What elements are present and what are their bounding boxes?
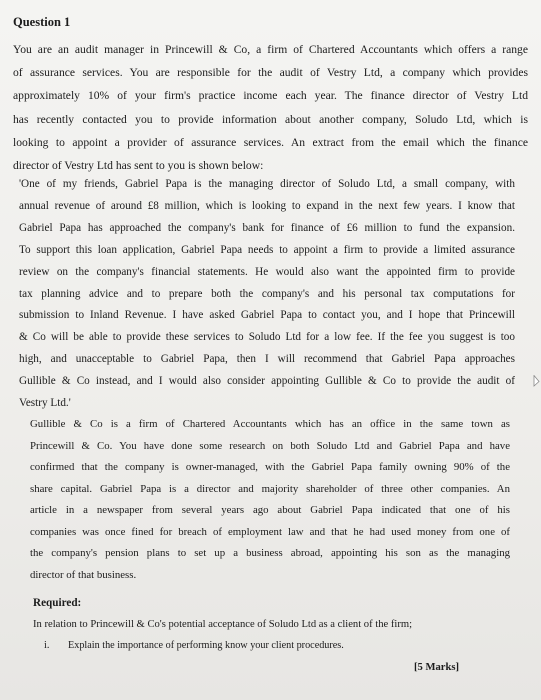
text-line: 'One of my friends, Gabriel Papa is the managing director of Soludo Ltd, a small company, with: [19, 178, 515, 190]
text-line: Gabriel Papa has approached the company's bank for finance of £6 million to fund the expansion.: [19, 221, 515, 234]
text-line: high, and unacceptable to Gabriel Papa, then I will recommend that Gabriel Papa approaches: [19, 353, 515, 366]
text-line: You are an audit manager in Princewill & Co, a firm of Chartered Accountants which offers a range: [13, 43, 528, 56]
required-text: In relation to Princewill & Co's potential acceptance of Soludo Ltd as a client of the firm;: [33, 619, 413, 630]
item-number: i.: [44, 640, 50, 651]
text-line: the company's pension plans to set up a business abroad, appointing his son as the managing: [30, 547, 510, 559]
question-title: Question 1: [13, 15, 71, 29]
text-line: approximately 10% of your firm's practice income each year. The finance director of Vestry Ltd: [13, 89, 528, 103]
text-line: & Co will be able to provide these services to Soludo Ltd for a low fee. If the fee you suggest is too: [19, 331, 515, 344]
text-line: annual revenue of around £8 million, which is looking to expand in the next few years. I know that: [19, 199, 515, 212]
item-text: Explain the importance of performing know your client procedures.: [68, 640, 344, 651]
text-line: Vestry Ltd.': [19, 397, 71, 410]
intro-paragraph: [13, 38, 528, 177]
text-line: companies was once fined for breach of employment law and that he had used money from one of: [30, 525, 510, 538]
text-line: submission to Inland Revenue. I have asked Gabriel Papa to contact you, and I hope that Princewill: [19, 309, 515, 322]
text-line: looking to appoint a provider of assurance services. An extract from the email which the finance: [13, 135, 528, 149]
required-item: [44, 640, 344, 651]
text-line: Gullible & Co instead, and I would also consider appointing Gullible & Co to provide the audit of: [19, 375, 515, 388]
text-line: of assurance services. You are responsible for the audit of Vestry Ltd, a company which provides: [13, 66, 528, 80]
text-line: has recently contacted you to provide information about another company, Soludo Ltd, which is: [13, 112, 528, 126]
text-line: confirmed that the company is owner-managed, with the Gabriel Papa family owning 90% of the: [30, 461, 510, 473]
text-line: To support this loan application, Gabriel Papa needs to appoint a firm to provide a limited assurance: [19, 243, 515, 256]
email-extract-quote: [19, 174, 515, 415]
required-heading: Required:: [33, 597, 82, 609]
mouse-cursor-icon: [533, 375, 540, 387]
text-line: Princewill & Co. You have done some research on both Soludo Ltd and Gabriel Papa and have: [30, 439, 510, 452]
text-line: director of that business.: [30, 568, 137, 581]
text-line: tax planning advice and to prepare both the company's and his personal tax computations for: [19, 287, 515, 300]
text-line: director of Vestry Ltd has sent to you is shown below:: [13, 159, 264, 173]
research-paragraph: [30, 414, 510, 586]
text-line: share capital. Gabriel Papa is a director and majority shareholder of three other companies. An: [30, 482, 510, 495]
text-line: Gullible & Co is a firm of Chartered Accountants which has an office in the same town as: [30, 418, 510, 430]
marks-label: [5 Marks]: [414, 662, 460, 673]
text-line: review on the company's financial statements. He would also want the appointed firm to provide: [19, 265, 515, 278]
text-line: article in a newspaper from several years ago about Gabriel Papa indicated that one of his: [30, 504, 510, 516]
